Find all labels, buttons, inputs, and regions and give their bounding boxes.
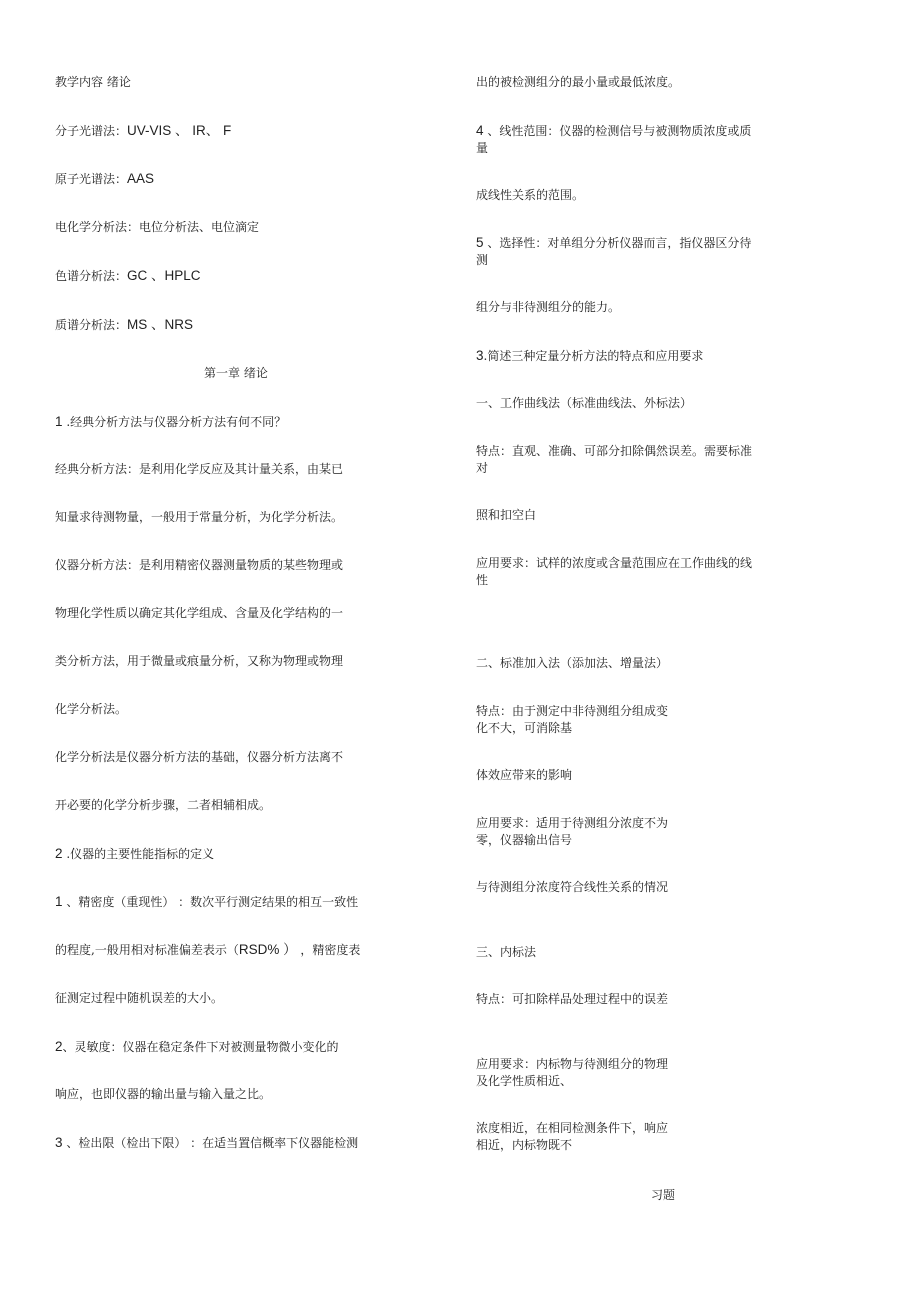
detection-limit-definition: 3 、检出限（检出下限） ：在适当置信概率下仪器能检测 <box>55 1135 359 1150</box>
paragraph-line: 经典分析方法：是利用化学反应及其计量关系，由某已 <box>55 462 344 476</box>
paragraph-line: 成线性关系的范围。 <box>476 188 585 202</box>
paragraph-line: 开必要的化学分析步骤，二者相辅相成。 <box>55 798 272 812</box>
paragraph-line: 出的被检测组分的最小量或最低浓度。 <box>476 75 681 89</box>
electrochemical-line: 电化学分析法：电位分析法、电位滴定 <box>55 220 260 234</box>
section-heading-calibration: 一、工作曲线法（标准曲线法、外标法） <box>476 396 693 410</box>
precision-definition: 1 、精密度（重现性） ：数次平行测定结果的相互一致性 <box>55 894 359 909</box>
mass-spectrometry-line: 质谱分析法：MS 、NRS <box>55 317 194 332</box>
paragraph-line: 知量求待测物量，一般用于常量分析，为化学分析法。 <box>55 510 344 524</box>
linear-range-definition: 4 、线性范围：仪器的检测信号与被测物质浓度或质量 <box>476 123 752 155</box>
paragraph-line: 的程度,一般用相对标准偏差表示（RSD% ） ，精密度表 <box>55 942 361 957</box>
chromatography-line: 色谱分析法：GC 、HPLC <box>55 268 201 283</box>
question-1: 1 .经典分析方法与仪器分析方法有何不同？ <box>55 414 287 429</box>
course-content-title: 教学内容 绪论 <box>55 75 131 89</box>
exercises-heading: 习题 <box>651 1188 676 1202</box>
molecular-spectroscopy-line: 分子光谱法：UV-VIS 、 IR、 F <box>55 123 232 138</box>
paragraph-line: 征测定过程中随机误差的大小。 <box>55 991 224 1005</box>
paragraph-line: 化学分析法是仪器分析方法的基础，仪器分析方法离不 <box>55 750 344 764</box>
paragraph-line: 仪器分析方法：是利用精密仪器测量物质的某些物理或 <box>55 558 344 572</box>
sensitivity-definition: 2、灵敏度：仪器在稳定条件下对被测量物微小变化的 <box>55 1039 339 1054</box>
paragraph-line: 特点：可扣除样品处理过程中的误差 <box>476 992 669 1006</box>
paragraph-line: 体效应带来的影响 <box>476 768 573 782</box>
paragraph-line: 照和扣空白 <box>476 508 537 522</box>
question-2: 2 .仪器的主要性能指标的定义 <box>55 846 215 861</box>
selectivity-definition: 5 、选择性：对单组分分析仪器而言，指仪器区分待测 <box>476 235 752 267</box>
paragraph-line: 类分析方法，用于微量或痕量分析，又称为物理或物理 <box>55 654 344 668</box>
paragraph-line: 应用要求：适用于待测组分浓度不为零，仪器输出信号 <box>476 816 669 847</box>
paragraph-line: 特点：由于测定中非待测组分组成变化不大，可消除基 <box>476 704 669 735</box>
section-heading-standard-addition: 二、标准加入法（添加法、增量法） <box>476 656 669 670</box>
paragraph-line: 特点：直观、准确、可部分扣除偶然误差。需要标准对 <box>476 444 753 475</box>
paragraph-line: 响应，也即仪器的输出量与输入量之比。 <box>55 1087 272 1101</box>
paragraph-line: 浓度相近，在相同检测条件下，响应相近，内标物既不 <box>476 1121 669 1152</box>
question-3: 3.简述三种定量分析方法的特点和应用要求 <box>476 348 704 363</box>
paragraph-line: 物理化学性质以确定其化学组成、含量及化学结构的一 <box>55 606 344 620</box>
chapter-heading: 第一章 绪论 <box>204 366 268 380</box>
paragraph-line: 与待测组分浓度符合线性关系的情况 <box>476 880 669 894</box>
paragraph-line: 应用要求：试样的浓度或含量范围应在工作曲线的线性 <box>476 556 753 587</box>
paragraph-line: 化学分析法。 <box>55 702 128 716</box>
atomic-spectroscopy-line: 原子光谱法：AAS <box>55 171 155 186</box>
paragraph-line: 组分与非待测组分的能力。 <box>476 300 621 314</box>
paragraph-line: 应用要求：内标物与待测组分的物理及化学性质相近、 <box>476 1057 669 1088</box>
section-heading-internal-standard: 三、内标法 <box>476 945 537 959</box>
